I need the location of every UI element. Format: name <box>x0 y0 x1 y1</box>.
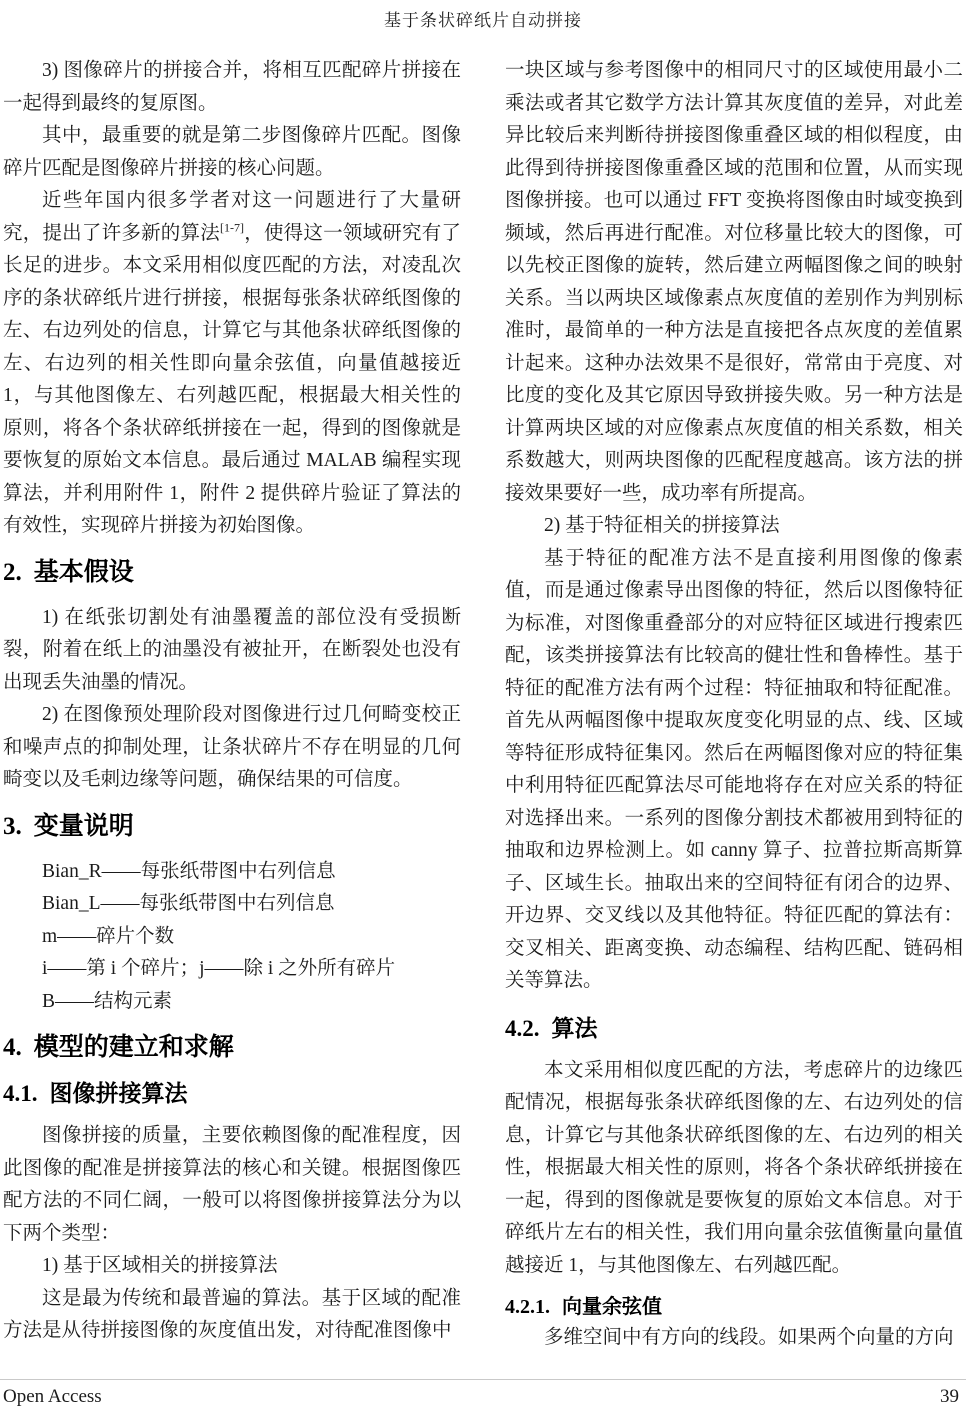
section-title: 基本假设 <box>33 557 134 586</box>
section-title: 变量说明 <box>33 811 134 840</box>
open-access-label: Open Access <box>3 1386 102 1407</box>
left-column <box>3 55 461 1355</box>
paragraph-core-problem: 其中，最重要的就是第二步图像碎片匹配。图像碎片匹配是图像碎片拼接的核心问题。 <box>3 125 461 179</box>
right-column <box>505 55 963 1355</box>
section-number: 4. <box>3 1034 22 1061</box>
variable-item: B——结构元素 <box>42 990 173 1012</box>
section-title: 模型的建立和求解 <box>33 1033 234 1061</box>
paragraph-region-based-label: 1) 基于区域相关的拼接算法 <box>42 1255 278 1276</box>
section-number: 2. <box>3 558 22 586</box>
paragraph-region-based-intro: 这是最为传统和最普遍的算法。基于区域的配准方法是从待拼接图像的灰度值出发，对待配准图像中 <box>3 1287 461 1341</box>
subsubsection-heading-vector-cosine <box>505 1294 963 1320</box>
paragraph-vector-cosine-intro: 多维空间中有方向的线段。如果两个向量的方向 <box>544 1327 954 1348</box>
paragraph-feature-based-label: 2) 基于特征相关的拼接算法 <box>544 515 780 536</box>
page-header <box>0 0 966 31</box>
page-number: 39 <box>940 1386 959 1407</box>
paragraph-step3: 3) 图像碎片的拼接合并，将相互匹配碎片拼接在一起得到最终的复原图。 <box>3 60 461 114</box>
paragraph-assumption-2: 2) 在图像预处理阶段对图像进行过几何畸变校正和噪声点的抑制处理，让条状碎片不存在明显的几何畸变以及毛刺边缘等问题，确保结果的可信度。 <box>3 704 461 790</box>
paragraph-region-based-continued: 一块区域与参考图像中的相同尺寸的区域使用最小二乘法或者其它数学方法计算其灰度值的差异，对此差异比较后来判断待拼接图像重叠区域的相似程度，由此得到待拼接图像重叠区域的范围和位置，从而实现图像拼接。也可以通过 FFT 变换将图像由时域变换到频域，然后再进行配准。对位移量比较大的图像，可以先校正图像的旋转，然后建立两幅图像之间的映射关系。当以两块区域像素点灰度值的差别作为判别标准时，最简单的一种方法是直接把各点灰度的差值累计起来。这种办法效果不是很好，常常由于亮度、对比度的变化及其它原因导致拼接失败。另一种方法是计算两块区域的对应像素点灰度值的相关系数，相关系数越大，则两块图像的匹配程度越高。该方法的拼接效果要好一些，成功率有所提高。 <box>505 60 963 504</box>
paragraph-assumption-1: 1) 在纸张切割处有油墨覆盖的部位没有受损断裂，附着在纸上的油墨没有被扯开，在断裂处也没有出现丢失油墨的情况。 <box>3 606 461 693</box>
variable-item: i——第 i 个碎片；j——除 i 之外所有碎片 <box>42 958 396 979</box>
variable-item: Bian_R——每张纸带图中右列信息 <box>42 860 336 882</box>
section-number: 4.2.1. <box>505 1296 550 1318</box>
two-column-layout <box>0 55 966 1355</box>
section-title: 向量余弦值 <box>562 1296 662 1318</box>
section-title: 算法 <box>551 1014 598 1041</box>
paragraph-text: ，使得这一领域研究有了长足的进步。本文采用相似度匹配的方法，对凌乱次序的条状碎纸片进行拼接，根据每张条状碎纸图像的左、右边列处的信息，计算它与其他条状碎纸图像的左、右边列的相关性即向量余弦值，向量值越接近 1，与其他图像左、右列越匹配，根据最大相关性的原则，将各个条状碎纸拼接在一起，得到的图像就是要恢复的原始文本信息。最后通过 MALAB 编程实现算法，并利用附件 1，附件 2 提供碎片验证了算法的有效性，实现碎片拼接为初始图像。 <box>3 222 461 536</box>
footer-divider <box>0 1379 966 1380</box>
variable-list <box>3 856 461 1019</box>
section-heading-basic-assumptions <box>3 557 461 588</box>
variable-item: Bian_L——每张纸带图中右列信息 <box>42 893 335 914</box>
section-heading-variables <box>3 811 461 842</box>
paragraph-feature-based-detail: 基于特征的配准方法不是直接利用图像的像素值，而是通过像素导出图像的特征，然后以图像特征为标准，对图像重叠部分的对应特征区域进行搜索匹配，该类拼接算法有比较高的健壮性和鲁棒性。基于特征的配准方法有两个过程：特征抽取和特征配准。首先从两幅图像中提取灰度变化明显的点、线、区域等特征形成特征集冈。然后在两幅图像对应的特征集中利用特征匹配算法尽可能地将存在对应关系的特征对选择出来。一系列的图像分割技术都被用到特征的抽取和边界检测上。如 canny 算子、拉普拉斯高斯算子、区域生长。抽取出来的空间特征有闭合的边界、开边界、交叉线以及其他特征。特征匹配的算法有：交叉相关、距离变换、动态编程、结构匹配、链码相关等算法。 <box>505 547 963 991</box>
paragraph-stitch-quality: 图像拼接的质量，主要依赖图像的配准程度，因此图像的配准是拼接算法的核心和关键。根据图像匹配方法的不同仁阔，一般可以将图像拼接算法分为以下两个类型： <box>3 1125 461 1244</box>
paragraph-text: 近些年国内很多学者对这一问题进行了大量研究，提出了许多新的算法 <box>3 190 461 244</box>
paragraph-research-overview <box>3 185 461 543</box>
citation-superscript: [1-7] <box>220 220 244 234</box>
section-number: 4.2. <box>505 1015 540 1041</box>
paper-title: 基于条状碎纸片自动拼接 <box>384 11 582 30</box>
section-heading-model <box>3 1032 461 1063</box>
variable-item: m——碎片个数 <box>42 925 175 947</box>
paragraph-algorithm-approach: 本文采用相似度匹配的方法，考虑碎片的边缘匹配情况，根据每张条状碎纸图像的左、右边列处的信息，计算它与其他条状碎纸图像的左、右边列的相关性，根据最大相关性的原则，将各个条状碎纸拼接在一起，得到的图像就是要恢复的原始文本信息。对于碎纸片左右的相关性，我们用向量余弦值衡量向量值越接近 1，与其他图像左、右列越匹配。 <box>505 1059 963 1276</box>
section-number: 3. <box>3 812 22 840</box>
subsection-heading-stitch-algorithm <box>3 1079 461 1108</box>
subsection-heading-algorithm <box>505 1014 963 1043</box>
section-number: 4.1. <box>3 1081 38 1106</box>
section-title: 图像拼接算法 <box>49 1080 188 1106</box>
